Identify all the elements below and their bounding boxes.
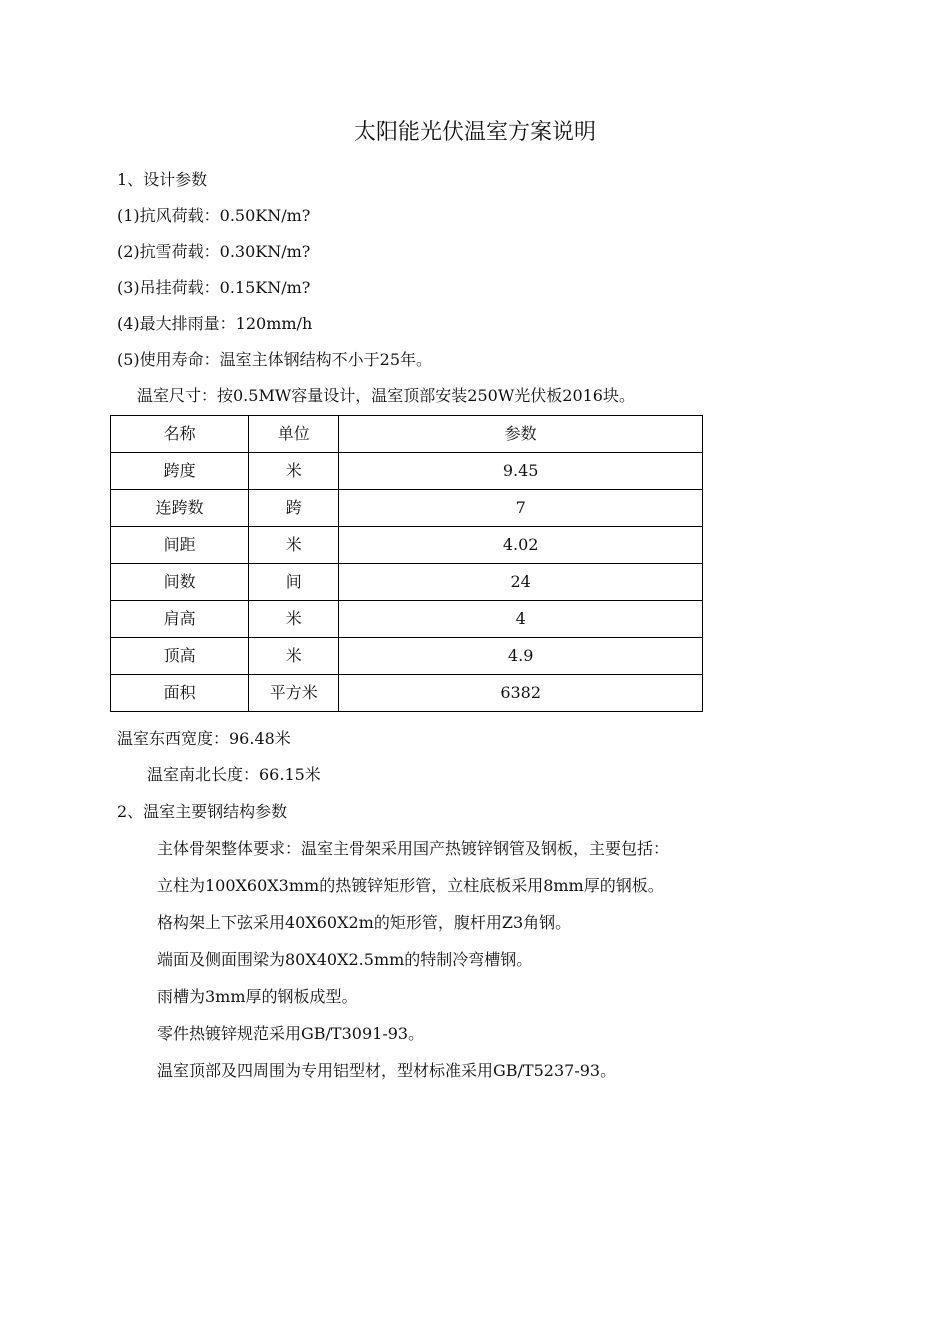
table-cell-name: 肩高: [111, 601, 249, 638]
table-cell-name: 连跨数: [111, 490, 249, 527]
table-row: [111, 564, 703, 601]
table-header-unit: 单位: [249, 416, 339, 453]
section2-paragraph: 零件热镀锌规范采用GB/T3091-93。: [157, 1024, 425, 1043]
table-cell-name: 间距: [111, 527, 249, 564]
table-cell-value: 7: [339, 490, 703, 527]
table-header-name: 名称: [111, 416, 249, 453]
table-row: [111, 490, 703, 527]
section2-paragraph: 温室顶部及四周围为专用铝型材，型材标准采用GB/T5237-93。: [157, 1061, 617, 1080]
section2-paragraph: 主体骨架整体要求：温室主骨架采用国产热镀锌钢管及钢板，主要包括：: [157, 839, 670, 858]
table-cell-name: 顶高: [111, 638, 249, 675]
parameter-table: [110, 415, 703, 712]
table-row: [111, 527, 703, 564]
greenhouse-size-note: 温室尺寸：按0.5MW容量设计，温室顶部安装250W光伏板2016块。: [137, 386, 635, 405]
param-rainfall: (4)最大排雨量：120mm/h: [117, 314, 313, 333]
param-hanging-load: (3)吊挂荷载：0.15KN/m?: [117, 278, 311, 297]
table-cell-unit: 平方米: [249, 675, 339, 712]
table-cell-value: 9.45: [339, 453, 703, 490]
east-west-width: 温室东西宽度：96.48米: [117, 729, 291, 748]
table-cell-value: 4.9: [339, 638, 703, 675]
table-cell-unit: 米: [249, 527, 339, 564]
table-row: [111, 601, 703, 638]
table-row: [111, 675, 703, 712]
table-cell-unit: 米: [249, 638, 339, 675]
table-cell-unit: 米: [249, 601, 339, 638]
table-cell-value: 6382: [339, 675, 703, 712]
section2-paragraph: 端面及侧面围梁为80X40X2.5mm的特制冷弯槽钢。: [157, 950, 533, 969]
table-cell-value: 4.02: [339, 527, 703, 564]
table-header-row: [111, 416, 703, 453]
table-cell-name: 跨度: [111, 453, 249, 490]
table-cell-unit: 跨: [249, 490, 339, 527]
table-cell-name: 面积: [111, 675, 249, 712]
section2-paragraph: 格构架上下弦采用40X60X2m的矩形管，腹杆用Z3角钢。: [157, 913, 572, 932]
north-south-length: 温室南北长度：66.15米: [147, 765, 321, 784]
param-wind-load: (1)抗风荷载：0.50KN/m?: [117, 206, 311, 225]
table-row: [111, 638, 703, 675]
table-cell-unit: 间: [249, 564, 339, 601]
table-row: [111, 453, 703, 490]
table-cell-name: 间数: [111, 564, 249, 601]
section2-heading: 2、温室主要钢结构参数: [117, 802, 288, 821]
param-snow-load: (2)抗雪荷载：0.30KN/m?: [117, 242, 311, 261]
section2-paragraph: 立柱为100X60X3mm的热镀锌矩形管，立柱底板采用8mm厚的钢板。: [157, 876, 664, 895]
section2-paragraph: 雨槽为3mm厚的钢板成型。: [157, 987, 358, 1006]
table-cell-value: 24: [339, 564, 703, 601]
param-service-life: (5)使用寿命：温室主体钢结构不小于25年。: [117, 350, 433, 369]
document-title: 太阳能光伏温室方案说明: [353, 120, 596, 145]
section1-heading: 1、设计参数: [117, 170, 208, 189]
table-cell-unit: 米: [249, 453, 339, 490]
table-header-value: 参数: [339, 416, 703, 453]
table-cell-value: 4: [339, 601, 703, 638]
